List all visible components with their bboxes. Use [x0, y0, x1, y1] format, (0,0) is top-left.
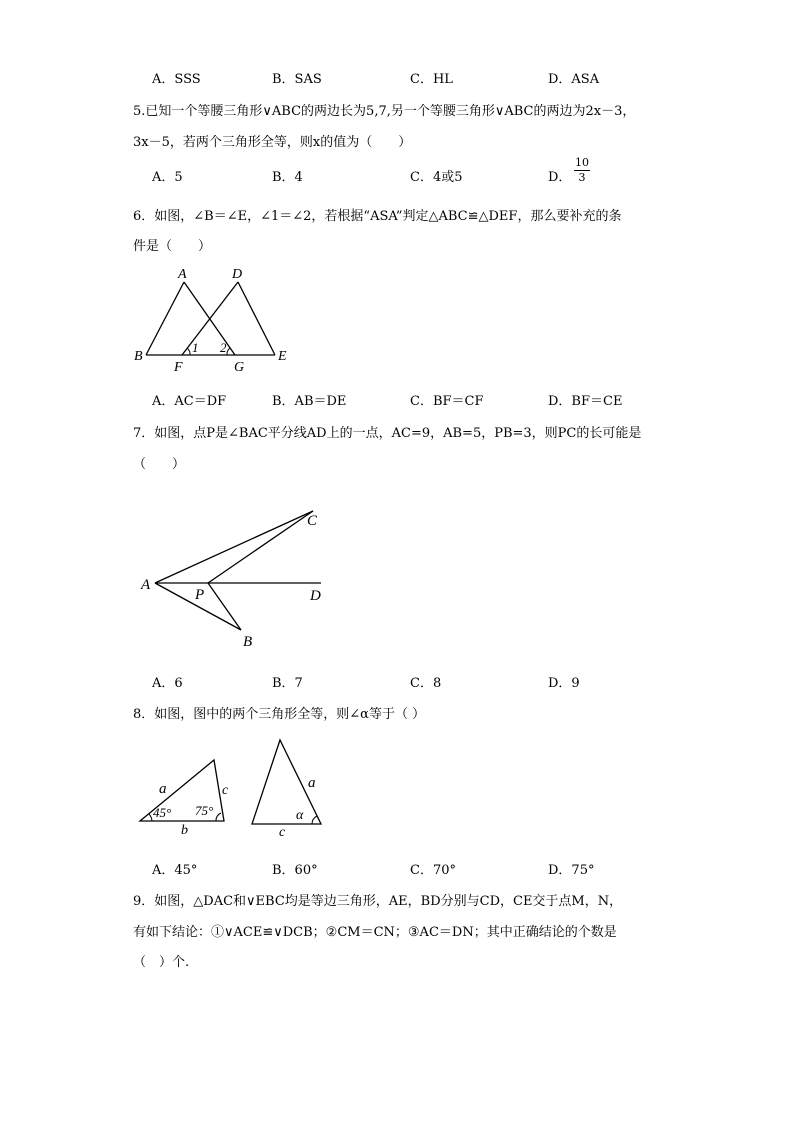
q6-text-line1: 6．如图，∠B＝∠E，∠1＝∠2，若根据“ASA”判定△ABC≌△DEF，那么要补充的条 — [133, 209, 622, 224]
q6-option-c: C．BF＝CF — [410, 394, 484, 409]
q6-label-g: G — [234, 360, 245, 375]
q7-label-a: A — [141, 577, 151, 593]
q6-label-d: D — [232, 267, 243, 282]
q4-option-d: D．ASA — [548, 72, 600, 87]
q7-option-c: C．8 — [410, 676, 442, 691]
q5-option-a: A．5 — [152, 170, 183, 185]
q6-label-angle2: 2 — [220, 340, 227, 355]
q7-line-pb — [208, 583, 241, 630]
q7-label-b: B — [243, 634, 253, 650]
q8-label-c1: c — [222, 783, 229, 798]
q9-text-line3: （ ）个. — [133, 955, 190, 970]
q5-option-d: D． — [548, 170, 572, 185]
q6-side-ba — [146, 282, 184, 355]
q7-option-a: A．6 — [152, 676, 183, 691]
q7-line-pc — [208, 511, 313, 583]
q7-text-line1: 7．如图，点P是∠BAC平分线AD上的一点，AC=9，AB=5，PB=3，则PC的长可能是 — [133, 426, 642, 441]
q4-option-a: A．SSS — [152, 72, 201, 87]
q8-angle-alpha-arc — [312, 816, 317, 824]
q8-label-a2: a — [308, 775, 316, 791]
q6-text-line2: 件是（ ） — [133, 239, 212, 254]
q8-label-a1: a — [159, 781, 167, 797]
q7-option-b: B．7 — [272, 676, 303, 691]
q8-label-b1: b — [181, 823, 188, 838]
q6-label-b: B — [134, 349, 143, 364]
q8-label-c2: c — [279, 825, 286, 840]
q8-label-alpha: α — [296, 808, 304, 823]
q9-text-line2: 有如下结论：①∨ACE≌∨DCB；②CM＝CN；③AC＝DN；其中正确结论的个数是 — [133, 925, 617, 940]
q6-side-df — [182, 282, 238, 355]
q6-angle1-arc — [187, 348, 190, 355]
q5-option-b: B．4 — [272, 170, 303, 185]
q8-label-75deg: 75° — [195, 803, 214, 818]
q5-fraction-denominator: 3 — [578, 171, 586, 184]
q6-label-angle1: 1 — [192, 340, 199, 355]
q6-side-de — [238, 282, 275, 355]
q6-option-a: A．AC＝DF — [152, 394, 227, 409]
q4-option-c: C．HL — [410, 72, 453, 87]
q7-line-ac — [155, 511, 313, 583]
q8-angle45-arc — [149, 814, 152, 821]
q6-figure — [130, 260, 300, 375]
q8-label-45deg: 45° — [153, 805, 172, 820]
q6-angle2-arc — [227, 348, 230, 355]
q8-text-line1: 8．如图，图中的两个三角形全等，则∠α等于（ ） — [133, 707, 426, 722]
q5-text-line1: 5.已知一个等腰三角形∨ABC的两边长为5,7,另一个等腰三角形∨ABC的两边为2x－3， — [133, 104, 636, 119]
q6-option-b: B．AB＝DE — [272, 394, 347, 409]
q5-fraction — [574, 157, 590, 184]
q7-label-d: D — [310, 588, 321, 604]
q7-figure — [135, 500, 335, 655]
q8-angle75-arc — [216, 813, 221, 821]
q7-label-p: P — [195, 587, 205, 603]
q5-option-c: C．4或5 — [410, 170, 463, 185]
q6-label-f: F — [174, 360, 183, 375]
q7-text-line2: （ ） — [133, 457, 186, 472]
q8-option-c: C．70° — [410, 863, 456, 878]
q6-label-e: E — [278, 349, 287, 364]
q9-text-line1: 9．如图，△DAC和∨EBC均是等边三角形，AE，BD分别与CD，CE交于点M，N， — [133, 894, 623, 909]
q5-text-line2: 3x－5，若两个三角形全等，则x的值为（ ） — [133, 135, 412, 150]
q5-fraction-numerator: 10 — [575, 156, 589, 169]
q8-option-a: A．45° — [152, 863, 198, 878]
q4-option-b: B．SAS — [272, 72, 322, 87]
q6-option-d: D．BF＝CE — [548, 394, 623, 409]
q7-label-c: C — [307, 513, 318, 529]
q7-option-d: D．9 — [548, 676, 580, 691]
q6-label-a: A — [178, 267, 187, 282]
q8-option-d: D．75° — [548, 863, 595, 878]
q8-figure — [130, 730, 330, 840]
q8-option-b: B．60° — [272, 863, 318, 878]
